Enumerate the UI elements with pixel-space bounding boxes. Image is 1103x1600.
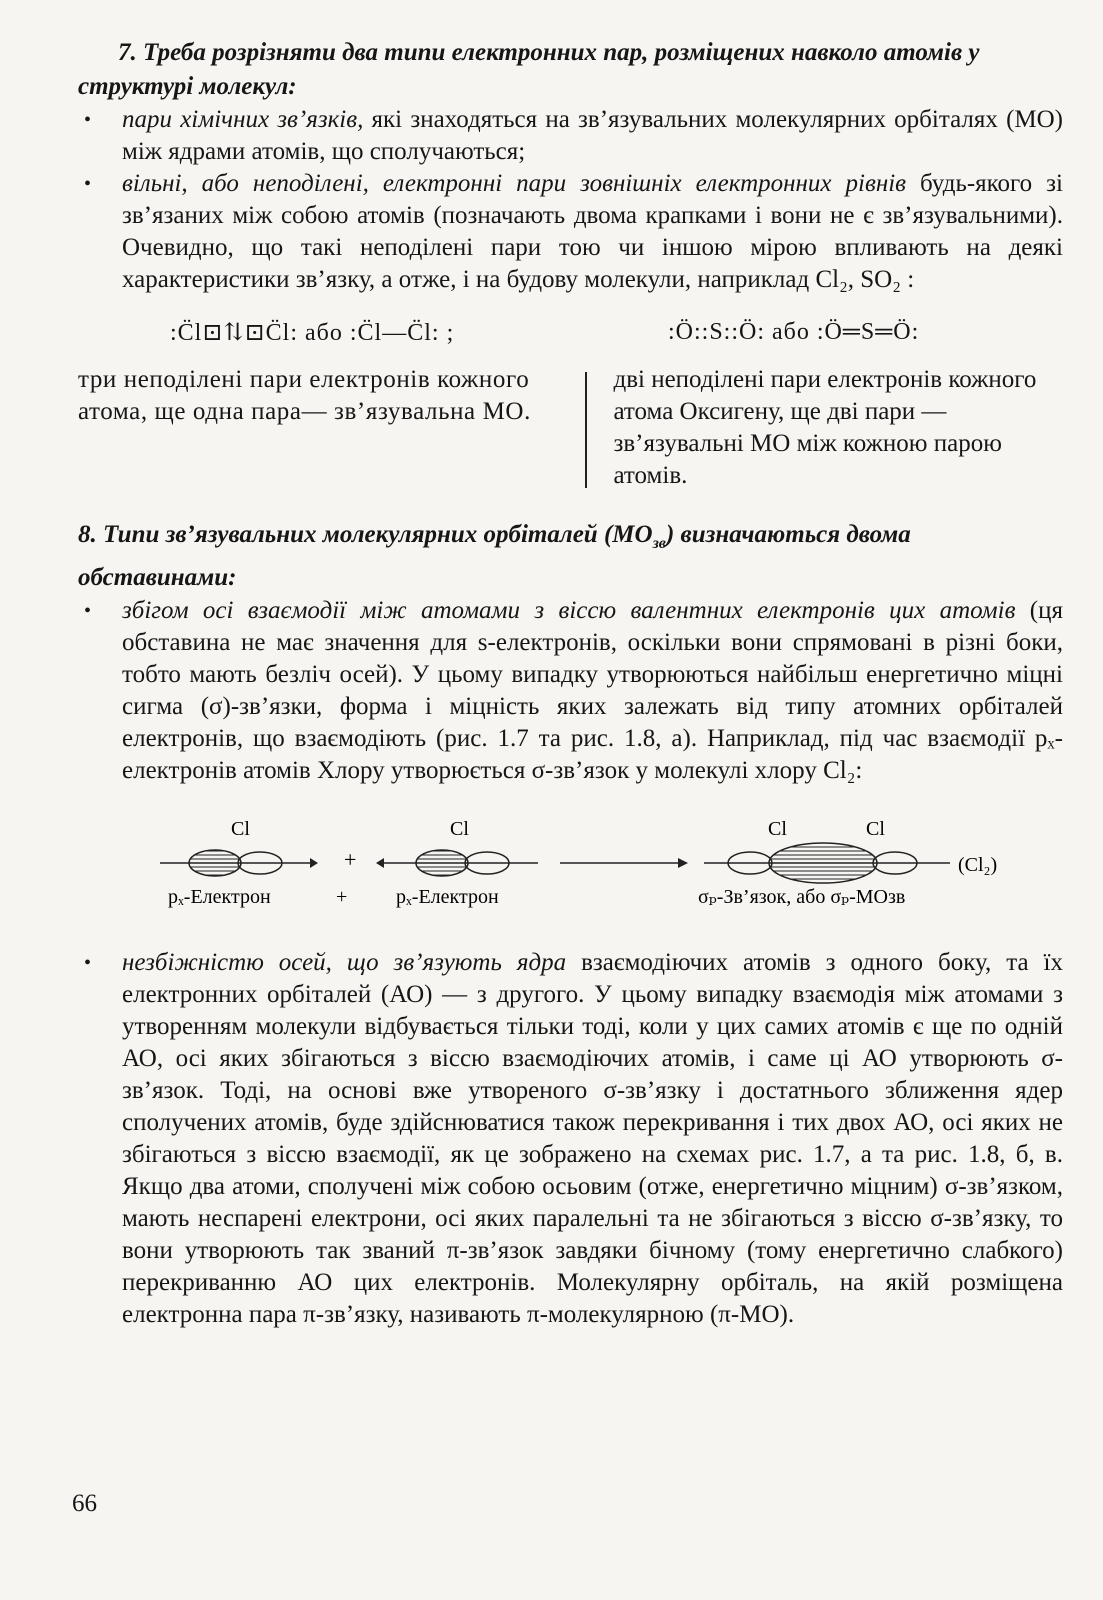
orbital-overlap-figure [78, 805, 1063, 925]
sulfur-dioxide-formula: :Ö::S::Ö: або :Ö═S═Ö: [668, 318, 920, 345]
bullet-text: будь-якого зі зв’язаних між собою атомів (позначають двома крапками і вони не є зв’язувальними). Очевидно, що такі неподілені пари тою чи іншою мірою впливають на деякі характеристики зв’язку, а отже, і на будову молекули, наприклад Cl₂, SO₂ : [122, 170, 1064, 293]
orbital-lobe [189, 850, 241, 876]
chlorine-formula: :C̈l⊡⇅⊡C̈l: або :C̈l—C̈l: ; [170, 319, 455, 346]
column-divider [585, 372, 587, 488]
atom-label-4: Cl [866, 818, 885, 840]
section-7-heading: 7. Треба розрізняти два типи електронних пар, розміщених навколо атомів у структурі молекул: [78, 39, 980, 100]
list-item [78, 595, 1063, 787]
section-8-heading: 8. Типи зв’язувальних молекулярних орбіталей $(МО_{зв})$ визначаються двома обставинами: [78, 521, 911, 591]
plus-sign-bottom: + [336, 886, 348, 908]
page-number: 66 [72, 1490, 97, 1517]
list-item [78, 104, 1063, 168]
list-item [78, 168, 1063, 296]
bullet-term: пари хімічних зв’язків, [122, 106, 364, 133]
bullet-text: які знаходяться на зв’язувальних молекулярних орбіталях (МО) між ядрами атомів, що сполучаються; [122, 106, 1063, 165]
chlorine-explanation: три неподілені пари електронів кожного атома, ще одна пара— зв’язувальна МО. [78, 366, 531, 425]
plus-sign: + [344, 847, 357, 872]
page-content [78, 36, 1063, 1331]
orbital-lobe [416, 850, 468, 876]
arrow-right-icon [310, 858, 318, 868]
formula-explanations [78, 364, 1063, 492]
section-7-list [78, 104, 1063, 296]
orbital-label-1: pₓ-Електрон [168, 886, 271, 908]
bullet-icon: • [84, 952, 92, 974]
list-item [78, 947, 1063, 1331]
molecule-label: (Cl₂) [958, 854, 998, 876]
sulfur-dioxide-explanation: дві неподілені пари електронів кожного атома Оксигену, ще дві пари — зв’язувальні МО між кожною парою атомів. [613, 366, 1037, 489]
arrow-left-icon [376, 858, 384, 868]
bullet-icon: • [84, 109, 92, 131]
reaction-arrow-head-icon [678, 858, 688, 868]
bullet-term: вільні, або неподілені, електронні пари зовнішніх електронних рівнів [122, 170, 907, 197]
atom-label-3: Cl [768, 818, 787, 840]
orbital-label-2: pₓ-Електрон [396, 886, 499, 908]
bullet-icon: • [84, 173, 92, 195]
section-8-list [78, 595, 1063, 787]
sigma-bond-diagram [78, 805, 1063, 925]
section-8-list-continued [78, 947, 1063, 1331]
overlap-region [769, 843, 877, 883]
atom-label-1: Cl [231, 818, 250, 840]
bullet-term: незбіжністю осей, що зв’язують ядра [122, 949, 567, 976]
bond-label: σₚ-Зв’язок, або σₚ-МОзв [698, 886, 906, 908]
bullet-text: взаємодіючих атомів з одного боку, та їх електронних орбіталей (АО) — з другого. У цьому випадку взаємодія між атомами з утворенням молекули відбувається тільки тоді, коли у цих самих атомів є ще по одній АО, осі яких збігаються з віссю взаємодіючих атомів, і саме ці АО утворюють σ-зв’язок. Тоді, на основі вже утвореного σ-зв’язку і достатнього зближення ядер сполучених атомів, буде здійснюватися також перекривання і тих двох АО, осі яких не збігаються з віссю взаємодії, як це зображено на схемах рис. 1.7, а та рис. 1.8, б, в. Якщо два атоми, сполучені між собою осьовим (отже, енергетично міцним) σ-зв’язком, мають неспарені електрони, осі яких паралельні та не збігаються з віссю σ-зв’язку, то вони утворюють так званий π-зв’язок завдяки бічному (тому енергетично слабкого) перекриванню АО цих електронів. Молекулярну орбіталь, на якій розміщена електронна пара π-зв’язку, називають π-молекулярною (π-МО). [122, 949, 1063, 1328]
bullet-term: збігом осі взаємодії між атомами з віссю валентних електронів цих атомів [122, 597, 1016, 624]
lewis-formulas [78, 304, 1063, 360]
bullet-icon: • [84, 600, 92, 622]
bullet-text: (ця обставина не має значення для s-електронів, оскільки вони спрямовані в різні боки, тобто мають безліч осей). У цьому випадку утворюються найбільш енергетично міцні сигма (σ)-зв’язки, форма і міцність яких залежать від типу атомних орбіталей електронів, що взаємодіють (рис. 1.7 та рис. 1.8, а). Наприклад, під час взаємодії pₓ-електронів атомів Хлору утворюється σ-зв’язок у молекулі хлору Cl₂: [122, 597, 1063, 784]
atom-label-2: Cl [450, 818, 469, 840]
